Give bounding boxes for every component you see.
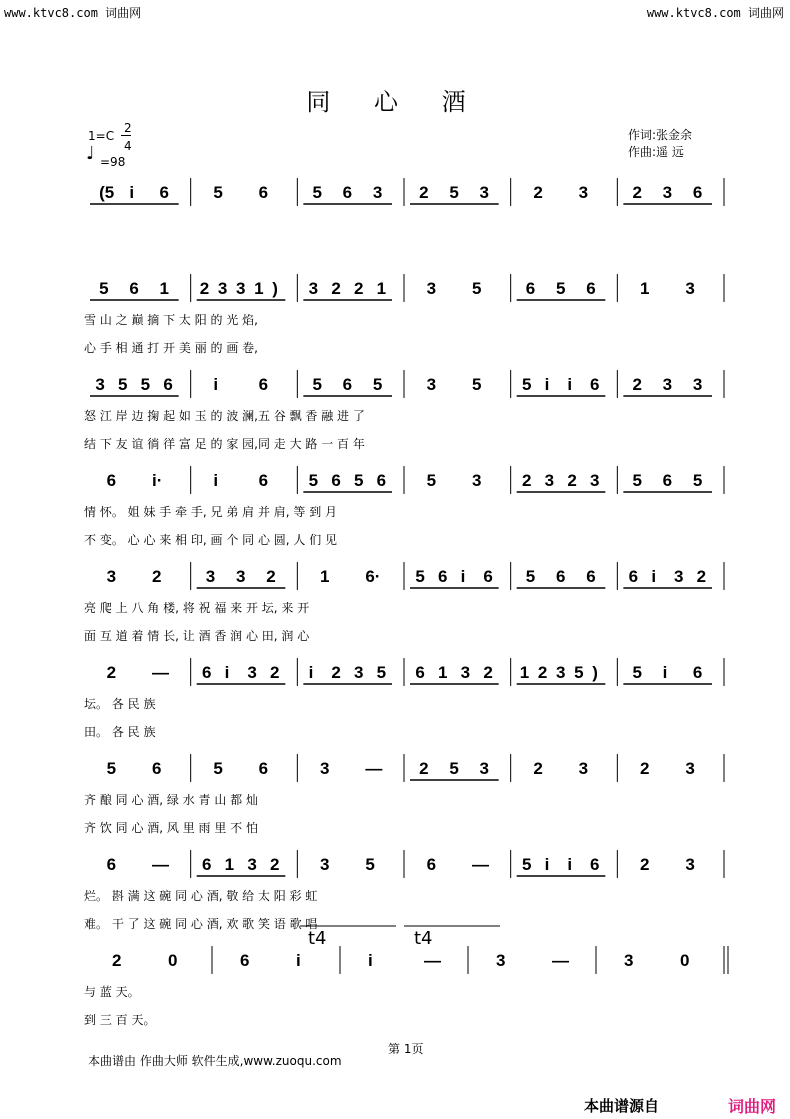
note-1-2-3: 1 <box>376 279 387 298</box>
lyric-verse2-2: 结 下 友 谊 徜 徉 富 足 的 家 园,同 走 大 路 一 百 年 <box>84 437 365 451</box>
note-5-1-1: i <box>224 663 230 682</box>
note-3-5-1: 6 <box>662 471 673 490</box>
lyric-verse2-6: 齐 饮 同 心 酒, 风 里 雨 里 不 怕 <box>84 821 258 835</box>
note-7-0-0: 6 <box>106 855 117 874</box>
note-7-1-2: 3 <box>247 855 257 874</box>
lyric-verse2-5: 田。 各 民 族 <box>84 725 156 739</box>
note-5-3-2: 3 <box>460 663 471 682</box>
note-1-4-1: 5 <box>556 279 566 298</box>
note-8-0-1: 0 <box>168 951 178 970</box>
note-7-2-0: 3 <box>320 855 330 874</box>
note-1-2-0: 3 <box>308 279 319 298</box>
note-5-2-1: 2 <box>331 663 341 682</box>
note-4-3-0: 5 <box>415 567 425 586</box>
note-0-0-0: (5 <box>99 183 115 202</box>
note-6-3-0: 2 <box>419 759 429 778</box>
note-8-4-0: 3 <box>624 951 634 970</box>
note-6-2-0: 3 <box>320 759 330 778</box>
lyricist: 作词:张金余 <box>628 128 693 142</box>
note-5-3-3: 2 <box>483 663 493 682</box>
note-2-2-2: 5 <box>372 375 383 394</box>
note-2-2-0: 5 <box>312 375 322 394</box>
lyric-verse2-8: 到 三 百 天。 <box>84 1013 156 1027</box>
lyric-verse2-3: 不 变。 心 心 来 相 印, 画 个 同 心 圆, 人 们 见 <box>84 533 338 547</box>
note-3-4-3: 3 <box>590 471 600 490</box>
note-2-1-1: 6 <box>258 375 269 394</box>
note-4-5-0: 6 <box>628 567 639 586</box>
note-5-1-3: 2 <box>270 663 280 682</box>
note-7-0-1: — <box>152 855 169 874</box>
lyric-verse2-1: 心 手 相 通 打 开 美 丽 的 画 卷, <box>84 341 258 355</box>
header-right: www.ktvc8.com 词曲网 <box>646 6 784 20</box>
note-4-3-2: i <box>460 567 466 586</box>
note-0-3-2: 3 <box>479 183 490 202</box>
note-0-3-1: 5 <box>449 183 459 202</box>
note-7-5-0: 2 <box>640 855 650 874</box>
note-0-0-1: i <box>129 183 135 202</box>
time-signature-bottom: 4 <box>124 139 132 153</box>
note-4-2-0: 1 <box>320 567 330 586</box>
lyric-verse1-6: 齐 酿 同 心 酒, 绿 水 青 山 都 灿 <box>84 793 258 807</box>
note-2-0-1: 5 <box>118 375 128 394</box>
note-3-4-1: 3 <box>544 471 555 490</box>
note-2-3-1: 5 <box>472 375 482 394</box>
note-0-2-1: 6 <box>342 183 353 202</box>
note-4-5-2: 3 <box>674 567 684 586</box>
tempo-marking: =98 <box>100 155 126 169</box>
note-4-4-2: 6 <box>586 567 596 586</box>
note-2-1-0: i <box>213 375 219 394</box>
note-2-0-2: 5 <box>140 375 151 394</box>
note-7-4-0: 5 <box>522 855 532 874</box>
note-1-0-2: 1 <box>159 279 170 298</box>
note-1-3-1: 5 <box>472 279 482 298</box>
note-4-5-1: i <box>651 567 657 586</box>
page-title: 同 心 酒 <box>306 88 484 116</box>
note-6-4-1: 3 <box>578 759 589 778</box>
note-5-2-0: i <box>308 663 314 682</box>
note-3-5-0: 5 <box>632 471 642 490</box>
note-6-3-1: 5 <box>449 759 459 778</box>
note-2-2-1: 6 <box>342 375 353 394</box>
note-1-4-2: 6 <box>586 279 596 298</box>
note-2-4-3: 6 <box>590 375 600 394</box>
note-7-4-2: i <box>567 855 573 874</box>
lyric-verse1-1: 雪 山 之 巅 摘 下 太 阳 的 光 焰, <box>84 313 258 327</box>
software-credit: 本曲谱由 作曲大师 软件生成,www.zuoqu.com <box>88 1054 342 1068</box>
note-8-3-0: 3 <box>496 951 506 970</box>
note-5-4-3: 5 <box>574 663 584 682</box>
note-5-3-1: 1 <box>438 663 448 682</box>
note-5-5-1: i <box>662 663 668 682</box>
note-7-3-0: 6 <box>426 855 437 874</box>
key-signature: 1=C <box>88 129 115 143</box>
note-7-5-1: 3 <box>685 855 695 874</box>
note-4-0-1: 2 <box>152 567 162 586</box>
lyric-verse2-4: 面 互 道 着 情 长, 让 酒 香 润 心 田, 润 心 <box>84 629 310 643</box>
note-8-0-0: 2 <box>112 951 122 970</box>
note-3-2-2: 5 <box>354 471 364 490</box>
quarter-note-icon: ♩ <box>86 143 95 164</box>
note-4-3-1: 6 <box>438 567 448 586</box>
note-1-1-0: 2 <box>199 279 210 298</box>
note-3-3-1: 3 <box>472 471 482 490</box>
lyric-verse2-7: 难。 干 了 这 碗 同 心 酒, 欢 歌 笑 语 歌 唱 <box>84 917 318 931</box>
note-6-0-0: 5 <box>106 759 117 778</box>
note-8-2-0: i <box>368 951 373 970</box>
volta-2-label: t4 <box>414 928 433 949</box>
note-2-5-2: 3 <box>692 375 703 394</box>
page-number: 第 1页 <box>388 1042 424 1056</box>
note-6-4-0: 2 <box>533 759 543 778</box>
note-0-5-2: 6 <box>692 183 703 202</box>
note-5-2-2: 3 <box>354 663 364 682</box>
note-0-2-0: 5 <box>312 183 322 202</box>
note-3-4-2: 2 <box>567 471 577 490</box>
source-label: 本曲谱源自 <box>584 1097 660 1115</box>
lyric-verse1-4: 亮 爬 上 八 角 楼, 将 祝 福 来 开 坛, 来 开 <box>84 601 310 615</box>
note-3-1-1: 6 <box>258 471 269 490</box>
lyric-verse1-7: 烂。 斟 满 这 碗 同 心 酒, 敬 给 太 阳 彩 虹 <box>84 889 318 903</box>
lyric-verse1-5: 坛。 各 民 族 <box>84 697 156 711</box>
note-3-0-0: 6 <box>106 471 117 490</box>
note-5-5-0: 5 <box>632 663 642 682</box>
note-2-4-0: 5 <box>522 375 532 394</box>
note-4-4-1: 6 <box>556 567 566 586</box>
note-5-1-2: 3 <box>247 663 257 682</box>
note-4-1-0: 3 <box>205 567 216 586</box>
note-6-5-0: 2 <box>640 759 650 778</box>
note-6-1-0: 5 <box>213 759 223 778</box>
note-2-5-1: 3 <box>662 375 673 394</box>
note-7-1-0: 6 <box>202 855 212 874</box>
note-1-1-4: ) <box>272 279 278 298</box>
lyric-verse1-3: 情 怀。 姐 妹 手 牵 手, 兄 弟 肩 并 肩, 等 到 月 <box>84 505 338 519</box>
note-8-1-0: 6 <box>240 951 250 970</box>
note-5-0-0: 2 <box>106 663 117 682</box>
note-7-2-1: 5 <box>365 855 375 874</box>
note-1-5-1: 3 <box>685 279 695 298</box>
composer: 作曲:遥 远 <box>628 145 684 159</box>
note-0-5-0: 2 <box>632 183 642 202</box>
note-1-5-0: 1 <box>640 279 650 298</box>
note-4-5-3: 2 <box>696 567 707 586</box>
note-0-4-0: 2 <box>533 183 543 202</box>
note-0-5-1: 3 <box>662 183 673 202</box>
note-8-2-1: — <box>424 951 441 970</box>
note-2-3-0: 3 <box>426 375 437 394</box>
note-8-1-1: i <box>296 951 301 970</box>
note-4-1-2: 2 <box>266 567 276 586</box>
note-7-1-1: 1 <box>224 855 235 874</box>
note-0-2-2: 3 <box>372 183 383 202</box>
note-3-2-0: 5 <box>308 471 319 490</box>
note-5-5-2: 6 <box>692 663 703 682</box>
note-7-1-3: 2 <box>270 855 280 874</box>
note-4-1-1: 3 <box>236 567 246 586</box>
note-2-4-1: i <box>544 375 550 394</box>
note-5-3-0: 6 <box>415 663 425 682</box>
note-4-3-3: 6 <box>483 567 493 586</box>
note-0-0-2: 6 <box>159 183 170 202</box>
note-6-2-1: — <box>365 759 383 778</box>
note-3-4-0: 2 <box>522 471 532 490</box>
note-5-4-2: 3 <box>556 663 566 682</box>
note-7-3-1: — <box>472 855 489 874</box>
lyric-verse1-2: 怒 江 岸 边 掬 起 如 玉 的 波 澜,五 谷 飘 香 融 进 了 <box>84 409 365 423</box>
note-3-0-1: i· <box>152 471 163 490</box>
note-5-4-1: 2 <box>537 663 548 682</box>
note-5-4-0: 1 <box>519 663 530 682</box>
note-6-5-1: 3 <box>685 759 695 778</box>
note-5-4-4: ) <box>592 663 598 682</box>
note-4-4-0: 5 <box>525 567 536 586</box>
note-1-0-1: 6 <box>129 279 139 298</box>
time-signature-top: 2 <box>124 121 132 135</box>
note-3-2-3: 6 <box>376 471 387 490</box>
note-7-4-3: 6 <box>590 855 600 874</box>
note-8-3-1: — <box>552 951 569 970</box>
note-3-1-0: i <box>213 471 219 490</box>
note-2-4-2: i <box>567 375 573 394</box>
note-1-2-2: 2 <box>354 279 364 298</box>
note-3-2-1: 6 <box>331 471 341 490</box>
note-3-3-0: 5 <box>426 471 437 490</box>
note-1-1-1: 3 <box>217 279 228 298</box>
note-0-1-1: 6 <box>258 183 269 202</box>
note-4-2-1: 6· <box>365 567 381 586</box>
note-1-1-2: 3 <box>236 279 246 298</box>
header-left: www.ktvc8.com 词曲网 <box>4 6 142 20</box>
note-1-1-3: 1 <box>254 279 264 298</box>
note-1-3-0: 3 <box>426 279 437 298</box>
note-5-2-3: 5 <box>376 663 387 682</box>
note-1-4-0: 6 <box>525 279 536 298</box>
note-5-1-0: 6 <box>202 663 212 682</box>
note-0-3-0: 2 <box>419 183 429 202</box>
lyric-verse1-8: 与 蓝 天。 <box>84 985 140 999</box>
volta-1-label: t4 <box>308 928 327 949</box>
note-0-1-0: 5 <box>213 183 223 202</box>
note-5-0-1: — <box>152 663 169 682</box>
note-6-0-1: 6 <box>152 759 162 778</box>
note-3-5-2: 5 <box>692 471 703 490</box>
note-6-3-2: 3 <box>479 759 490 778</box>
note-6-1-1: 6 <box>258 759 269 778</box>
note-2-0-3: 6 <box>163 375 173 394</box>
note-7-4-1: i <box>544 855 550 874</box>
note-8-4-1: 0 <box>680 951 690 970</box>
note-1-2-1: 2 <box>331 279 341 298</box>
note-2-5-0: 2 <box>632 375 642 394</box>
source-site-link[interactable]: 词曲网 <box>728 1097 777 1116</box>
note-2-0-0: 3 <box>95 375 105 394</box>
note-0-4-1: 3 <box>578 183 589 202</box>
note-1-0-0: 5 <box>99 279 109 298</box>
note-4-0-0: 3 <box>106 567 117 586</box>
